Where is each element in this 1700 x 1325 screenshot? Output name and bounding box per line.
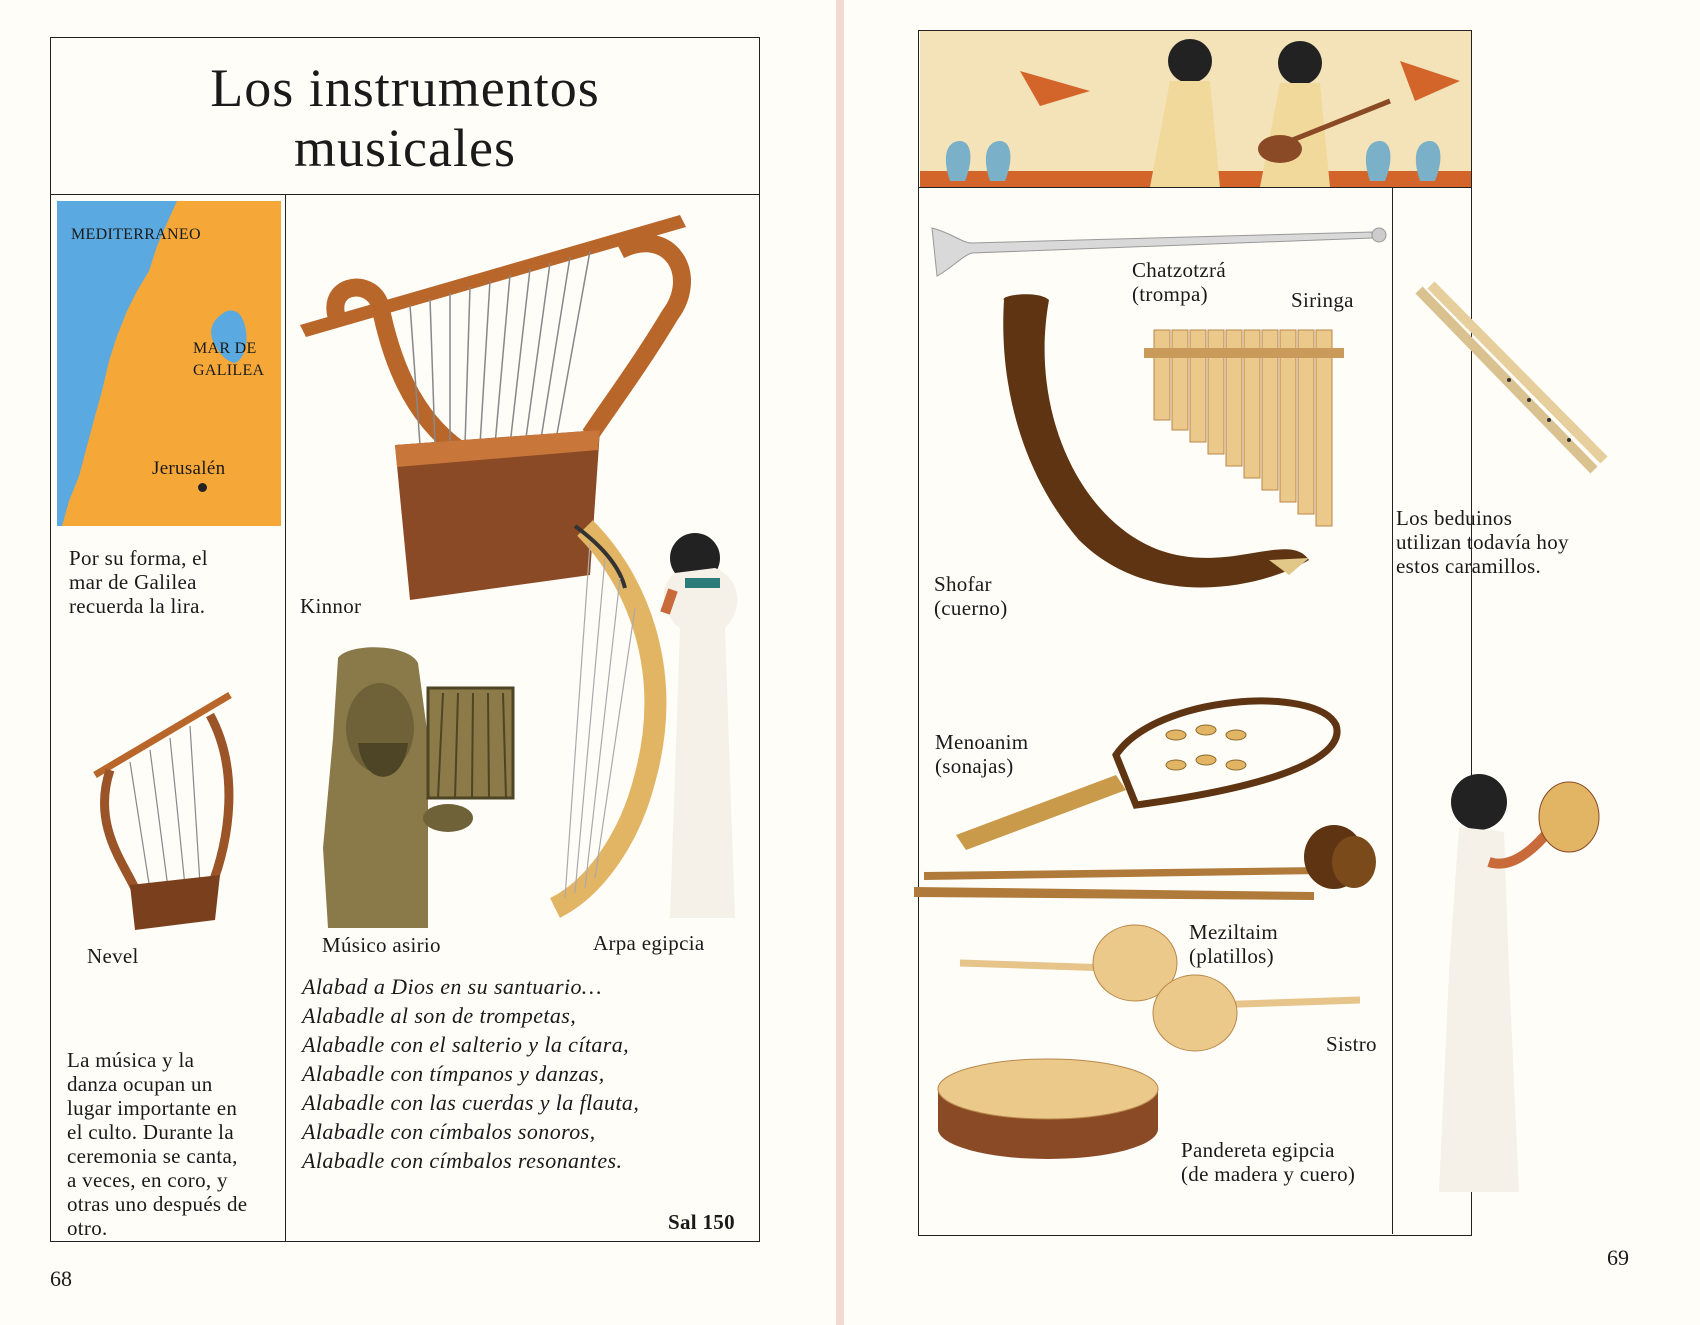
egyptian-harp-label: Arpa egipcia	[593, 931, 705, 955]
pandereta-label-2: (de madera y cuero)	[1181, 1162, 1356, 1186]
page-title-line-1: Los instrumentos	[210, 58, 600, 118]
body-text-7: otras uno después de	[67, 1192, 248, 1216]
page-number-right: 69	[1607, 1245, 1629, 1270]
body-text-8: otro.	[67, 1216, 108, 1240]
shofar-label-1: Shofar	[934, 572, 992, 596]
caramillos-illustration	[1409, 285, 1609, 485]
menoanim-label-1: Menoanim	[935, 730, 1029, 754]
book-gutter	[836, 0, 844, 1325]
body-text-1: La música y la	[67, 1048, 195, 1072]
meziltaim-label-2: (platillos)	[1189, 944, 1274, 968]
psalm-line-7: Alabadle con címbalos resonantes.	[302, 1148, 623, 1173]
nevel-illustration	[90, 690, 250, 950]
beduinos-text-3: estos caramillos.	[1396, 554, 1542, 578]
map-label-lake-2: GALILEA	[193, 362, 265, 379]
shofar-horn-illustration	[999, 290, 1319, 620]
pandereta-label-1: Pandereta egipcia	[1181, 1138, 1335, 1162]
beduinos-text-2: utilizan todavía hoy	[1396, 530, 1569, 554]
psalm-line-4: Alabadle con tímpanos y danzas,	[302, 1061, 605, 1086]
map-label-lake-1: MAR DE	[193, 340, 257, 357]
banner-divider	[918, 187, 1472, 188]
psalm-line-5: Alabadle con las cuerdas y la flauta,	[302, 1090, 640, 1115]
shofar-label-2: (cuerno)	[934, 596, 1008, 620]
right-page	[844, 0, 1700, 1325]
body-text-2: danza ocupan un	[67, 1072, 213, 1096]
siringa-label: Siringa	[1291, 288, 1354, 312]
assyrian-musician-illustration	[318, 648, 538, 928]
sistro-label: Sistro	[1326, 1032, 1377, 1056]
body-text-5: ceremonia se canta,	[67, 1144, 238, 1168]
assyrian-musician-label: Músico asirio	[322, 933, 441, 957]
pandereta-illustration	[928, 1044, 1168, 1164]
psalm-line-1: Alabad a Dios en su santuario…	[302, 974, 602, 999]
galilee-map	[57, 201, 281, 526]
psalm-line-2: Alabadle al son de trompetas,	[302, 1003, 577, 1028]
menoanim-label-2: (sonajas)	[935, 754, 1014, 778]
page-title-line-2: musicales	[294, 118, 516, 178]
psalm-line-6: Alabadle con címbalos sonoros,	[302, 1119, 596, 1144]
kinnor-label: Kinnor	[300, 594, 362, 618]
map-caption-1: Por su forma, el	[69, 546, 208, 570]
map-label-city: Jerusalén	[152, 458, 226, 479]
map-caption-3: recuerda la lira.	[69, 594, 206, 618]
psalm-line-3: Alabadle con el salterio y la cítara,	[302, 1032, 630, 1057]
body-text-6: a veces, en coro, y	[67, 1168, 228, 1192]
chatzotzra-label-2: (trompa)	[1132, 282, 1208, 306]
body-text-4: el culto. Durante la	[67, 1120, 234, 1144]
title-divider	[50, 194, 760, 195]
column-divider	[285, 194, 286, 1241]
egyptian-dancer-illustration	[1429, 772, 1609, 1202]
chatzotzra-label-1: Chatzotzrá	[1132, 258, 1226, 282]
map-label-sea: MEDITERRANEO	[71, 226, 201, 243]
beduinos-text-1: Los beduinos	[1396, 506, 1513, 530]
page-number-left: 68	[50, 1266, 72, 1291]
left-page	[0, 0, 840, 1325]
map-caption-2: mar de Galilea	[69, 570, 197, 594]
nevel-label: Nevel	[87, 944, 139, 968]
fresco-illustration	[920, 31, 1471, 187]
meziltaim-cymbals-illustration	[914, 822, 1394, 922]
right-column-divider	[1392, 187, 1393, 1234]
psalm-reference: Sal 150	[668, 1210, 735, 1234]
body-text-3: lugar importante en	[67, 1096, 238, 1120]
meziltaim-label-1: Meziltaim	[1189, 920, 1279, 944]
city-dot-icon	[198, 483, 207, 492]
egyptian-harp-illustration	[545, 518, 755, 918]
egyptian-fresco-banner	[920, 31, 1471, 187]
